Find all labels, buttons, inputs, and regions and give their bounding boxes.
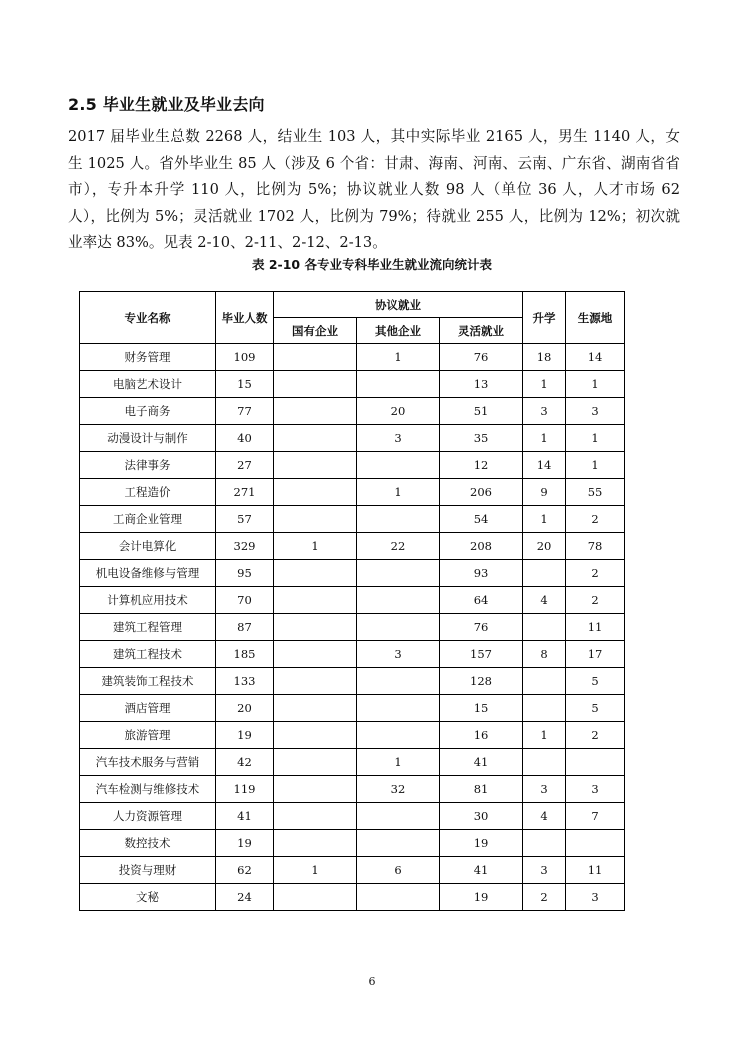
cell-flexible: 64 [440, 587, 523, 614]
cell-other [357, 830, 440, 857]
cell-flexible: 54 [440, 506, 523, 533]
cell-graduates: 62 [216, 857, 274, 884]
cell-further-study: 3 [523, 857, 566, 884]
cell-further-study [523, 749, 566, 776]
table-row [80, 479, 625, 506]
cell-other: 22 [357, 533, 440, 560]
cell-state-owned: 1 [274, 533, 357, 560]
cell-major: 工商企业管理 [80, 506, 216, 533]
cell-state-owned [274, 452, 357, 479]
cell-flexible: 19 [440, 884, 523, 911]
cell-major: 投资与理财 [80, 857, 216, 884]
cell-other: 1 [357, 479, 440, 506]
page-number: 6 [368, 975, 376, 988]
cell-flexible: 208 [440, 533, 523, 560]
table-body [80, 344, 625, 911]
cell-origin: 78 [566, 533, 625, 560]
cell-graduates: 271 [216, 479, 274, 506]
header-other: 其他企业 [357, 318, 440, 344]
cell-graduates: 119 [216, 776, 274, 803]
cell-state-owned [274, 749, 357, 776]
cell-other [357, 668, 440, 695]
cell-other: 3 [357, 425, 440, 452]
cell-state-owned [274, 560, 357, 587]
cell-graduates: 15 [216, 371, 274, 398]
cell-origin: 17 [566, 641, 625, 668]
cell-flexible: 13 [440, 371, 523, 398]
cell-flexible: 41 [440, 857, 523, 884]
cell-state-owned [274, 344, 357, 371]
cell-major: 财务管理 [80, 344, 216, 371]
cell-state-owned [274, 371, 357, 398]
cell-further-study: 8 [523, 641, 566, 668]
cell-flexible: 76 [440, 614, 523, 641]
cell-other [357, 587, 440, 614]
cell-flexible: 15 [440, 695, 523, 722]
cell-origin: 1 [566, 452, 625, 479]
cell-other [357, 506, 440, 533]
cell-other: 1 [357, 749, 440, 776]
cell-flexible: 206 [440, 479, 523, 506]
table-row [80, 722, 625, 749]
table-row [80, 884, 625, 911]
cell-origin: 55 [566, 479, 625, 506]
table-row [80, 398, 625, 425]
table-row [80, 857, 625, 884]
cell-flexible: 30 [440, 803, 523, 830]
cell-further-study [523, 695, 566, 722]
cell-state-owned [274, 398, 357, 425]
cell-flexible: 41 [440, 749, 523, 776]
cell-further-study: 1 [523, 722, 566, 749]
header-state-owned: 国有企业 [274, 318, 357, 344]
cell-further-study [523, 560, 566, 587]
cell-origin: 5 [566, 695, 625, 722]
cell-major: 人力资源管理 [80, 803, 216, 830]
table-row [80, 614, 625, 641]
cell-graduates: 185 [216, 641, 274, 668]
table-row [80, 344, 625, 371]
cell-other [357, 452, 440, 479]
body-paragraph: 2017 届毕业生总数 2268 人，结业生 103 人，其中实际毕业 2165 人，男生 1140 人，女生 1025 人。省外毕业生 85 人（涉及 6 个省：甘肃、海南、河南、云南、广东省、湖南省省市），专升本升学 110 人，比例为 5%；协议就业人数 98 人（单位 36 人，人才市场 62 人），比例为 5%；灵活就业 1702 人，比例为 79%；待就业 255 人，比例为 12%；初次就业率达 83%。见表 2-10、2-11、2-12、2-13。 [68, 128, 680, 251]
table-row [80, 587, 625, 614]
table-row [80, 533, 625, 560]
cell-state-owned [274, 479, 357, 506]
cell-state-owned [274, 614, 357, 641]
cell-state-owned [274, 803, 357, 830]
cell-other: 20 [357, 398, 440, 425]
cell-graduates: 133 [216, 668, 274, 695]
cell-state-owned [274, 830, 357, 857]
cell-major: 机电设备维修与管理 [80, 560, 216, 587]
cell-origin: 3 [566, 884, 625, 911]
table-row [80, 506, 625, 533]
cell-other: 6 [357, 857, 440, 884]
cell-other [357, 614, 440, 641]
table-row [80, 668, 625, 695]
cell-major: 酒店管理 [80, 695, 216, 722]
cell-state-owned [274, 776, 357, 803]
cell-other [357, 803, 440, 830]
table-row [80, 695, 625, 722]
cell-major: 动漫设计与制作 [80, 425, 216, 452]
header-origin: 生源地 [566, 292, 625, 344]
cell-flexible: 157 [440, 641, 523, 668]
table-row [80, 452, 625, 479]
table-row [80, 776, 625, 803]
cell-other: 1 [357, 344, 440, 371]
cell-state-owned [274, 587, 357, 614]
cell-further-study: 20 [523, 533, 566, 560]
cell-graduates: 41 [216, 803, 274, 830]
cell-origin: 7 [566, 803, 625, 830]
table-row [80, 371, 625, 398]
cell-further-study: 9 [523, 479, 566, 506]
cell-other [357, 695, 440, 722]
cell-major: 电脑艺术设计 [80, 371, 216, 398]
cell-origin: 2 [566, 506, 625, 533]
cell-graduates: 27 [216, 452, 274, 479]
cell-major: 工程造价 [80, 479, 216, 506]
cell-further-study: 18 [523, 344, 566, 371]
cell-other [357, 560, 440, 587]
cell-flexible: 12 [440, 452, 523, 479]
cell-further-study [523, 830, 566, 857]
cell-state-owned [274, 641, 357, 668]
cell-further-study: 2 [523, 884, 566, 911]
cell-origin: 11 [566, 857, 625, 884]
cell-flexible: 81 [440, 776, 523, 803]
cell-origin: 2 [566, 587, 625, 614]
cell-other [357, 722, 440, 749]
cell-graduates: 70 [216, 587, 274, 614]
cell-graduates: 19 [216, 722, 274, 749]
cell-further-study: 14 [523, 452, 566, 479]
table-row [80, 803, 625, 830]
table-row [80, 830, 625, 857]
cell-flexible: 35 [440, 425, 523, 452]
cell-further-study [523, 614, 566, 641]
header-flexible: 灵活就业 [440, 318, 523, 344]
cell-origin: 2 [566, 722, 625, 749]
cell-origin: 1 [566, 371, 625, 398]
cell-state-owned [274, 695, 357, 722]
cell-major: 电子商务 [80, 398, 216, 425]
cell-other [357, 371, 440, 398]
header-major: 专业名称 [80, 292, 216, 344]
cell-graduates: 87 [216, 614, 274, 641]
cell-major: 建筑工程技术 [80, 641, 216, 668]
cell-further-study: 4 [523, 587, 566, 614]
cell-flexible: 16 [440, 722, 523, 749]
table-row [80, 560, 625, 587]
cell-origin: 14 [566, 344, 625, 371]
header-further-study: 升学 [523, 292, 566, 344]
cell-graduates: 19 [216, 830, 274, 857]
cell-state-owned [274, 668, 357, 695]
cell-origin: 3 [566, 398, 625, 425]
cell-graduates: 24 [216, 884, 274, 911]
cell-major: 文秘 [80, 884, 216, 911]
cell-origin: 5 [566, 668, 625, 695]
cell-flexible: 76 [440, 344, 523, 371]
cell-graduates: 329 [216, 533, 274, 560]
cell-further-study: 3 [523, 776, 566, 803]
cell-flexible: 19 [440, 830, 523, 857]
table-row [80, 749, 625, 776]
cell-further-study: 1 [523, 371, 566, 398]
cell-origin [566, 749, 625, 776]
cell-origin [566, 830, 625, 857]
cell-major: 数控技术 [80, 830, 216, 857]
cell-major: 旅游管理 [80, 722, 216, 749]
cell-major: 汽车技术服务与营销 [80, 749, 216, 776]
cell-state-owned: 1 [274, 857, 357, 884]
employment-table [79, 291, 625, 911]
cell-major: 建筑装饰工程技术 [80, 668, 216, 695]
cell-major: 法律事务 [80, 452, 216, 479]
cell-origin: 3 [566, 776, 625, 803]
table-row [80, 641, 625, 668]
cell-major: 建筑工程管理 [80, 614, 216, 641]
cell-major: 汽车检测与维修技术 [80, 776, 216, 803]
cell-major: 会计电算化 [80, 533, 216, 560]
cell-flexible: 128 [440, 668, 523, 695]
cell-state-owned [274, 506, 357, 533]
cell-graduates: 77 [216, 398, 274, 425]
cell-graduates: 42 [216, 749, 274, 776]
section-title: 2.5 毕业生就业及毕业去向 [68, 95, 265, 114]
header-graduates: 毕业人数 [216, 292, 274, 344]
cell-further-study [523, 668, 566, 695]
cell-further-study: 4 [523, 803, 566, 830]
header-agreement: 协议就业 [274, 292, 523, 318]
cell-other: 3 [357, 641, 440, 668]
cell-origin: 1 [566, 425, 625, 452]
cell-graduates: 95 [216, 560, 274, 587]
cell-further-study: 1 [523, 425, 566, 452]
cell-state-owned [274, 722, 357, 749]
cell-graduates: 40 [216, 425, 274, 452]
table-row [80, 425, 625, 452]
cell-major: 计算机应用技术 [80, 587, 216, 614]
cell-further-study: 3 [523, 398, 566, 425]
cell-flexible: 51 [440, 398, 523, 425]
cell-origin: 11 [566, 614, 625, 641]
cell-graduates: 20 [216, 695, 274, 722]
table-caption: 表 2-10 各专业专科毕业生就业流向统计表 [252, 257, 492, 272]
cell-graduates: 109 [216, 344, 274, 371]
cell-state-owned [274, 425, 357, 452]
cell-origin: 2 [566, 560, 625, 587]
cell-state-owned [274, 884, 357, 911]
cell-other [357, 884, 440, 911]
cell-flexible: 93 [440, 560, 523, 587]
cell-further-study: 1 [523, 506, 566, 533]
cell-other: 32 [357, 776, 440, 803]
cell-graduates: 57 [216, 506, 274, 533]
